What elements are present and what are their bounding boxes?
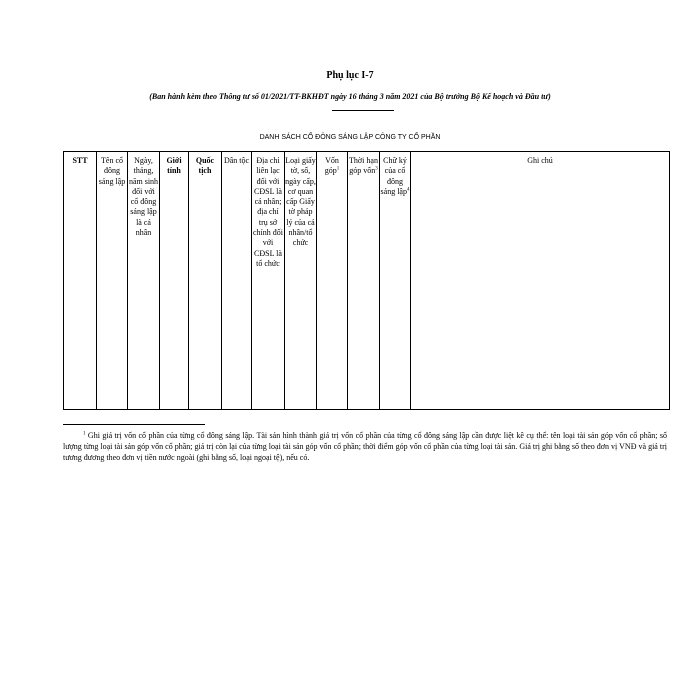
header-thoi-han	[348, 152, 380, 410]
appendix-subtitle: (Ban hành kèm theo Thông tư số 01/2021/TT-BKHĐT ngày 16 tháng 3 năm 2021 của Bộ trưởng Bộ Kế hoạch và Đầu tư)	[149, 92, 551, 101]
header-loai-giay: Loại giấy tờ, số, ngày cấp, cơ quan cấp Giấy tờ pháp lý của cá nhân/tổ chức	[285, 152, 317, 410]
table-header-row	[64, 152, 670, 410]
header-dan-toc: Dân tộc	[222, 152, 252, 410]
header-ghi-chu: Ghi chú	[411, 152, 670, 410]
header-stt: STT	[64, 152, 97, 410]
list-title: DANH SÁCH CỔ ĐÔNG SÁNG LẬP CÔNG TY CỔ PHẦN	[259, 134, 441, 141]
header-dia-chi: Địa chỉ liên lạc đối với CĐSL là cá nhân; địa chỉ trụ sở chính đối với CĐSL là tổ chức	[252, 152, 285, 410]
footnote-marker: 1	[83, 431, 86, 437]
header-ngay-sinh: Ngày, tháng, năm sinh đối với cổ đông sáng lập là cá nhân	[128, 152, 160, 410]
header-quoc-tich: Quốc tịch	[189, 152, 222, 410]
header-chu-ky-label: Chữ ký của cổ đông sáng lập	[380, 156, 407, 196]
footnote-ref-1: 1	[336, 166, 340, 172]
footnote	[63, 430, 667, 463]
shareholder-table	[63, 151, 670, 410]
header-gioi-tinh: Giới tính	[160, 152, 189, 410]
footnote-text: Ghi giá trị vốn cổ phần của từng cổ đông sáng lập. Tài sản hình thành giá trị vốn cổ phần của từng cổ đông sáng lập cần được liệt kê cụ thể: tên loại tài sản góp vốn cổ phần; số lượng từng loại tài sản góp vốn cổ phần; giá trị còn lại của từng loại tài sản góp vốn cổ phần; thời điểm góp vốn cổ phần của từng loại tài sản. Giá trị ghi bằng số theo đơn vị VNĐ và giá trị tương đương theo đơn vị tiền nước ngoài (ghi bằng số, loại ngoại tệ), nếu có.	[63, 431, 668, 462]
footnote-divider	[63, 424, 205, 425]
appendix-title: Phụ lục I-7	[326, 70, 374, 81]
header-ten: Tên cổ đông sáng lập	[97, 152, 128, 410]
subtitle-divider	[332, 110, 394, 111]
header-thoi-han-label: Thời hạn góp vốn	[349, 156, 378, 176]
header-chu-ky	[380, 152, 411, 410]
header-von-gop-label: Vốn góp	[324, 156, 339, 176]
header-von-gop	[317, 152, 348, 410]
footnote-ref-4: 4	[406, 187, 410, 193]
footnote-ref-3: 3	[375, 166, 378, 172]
